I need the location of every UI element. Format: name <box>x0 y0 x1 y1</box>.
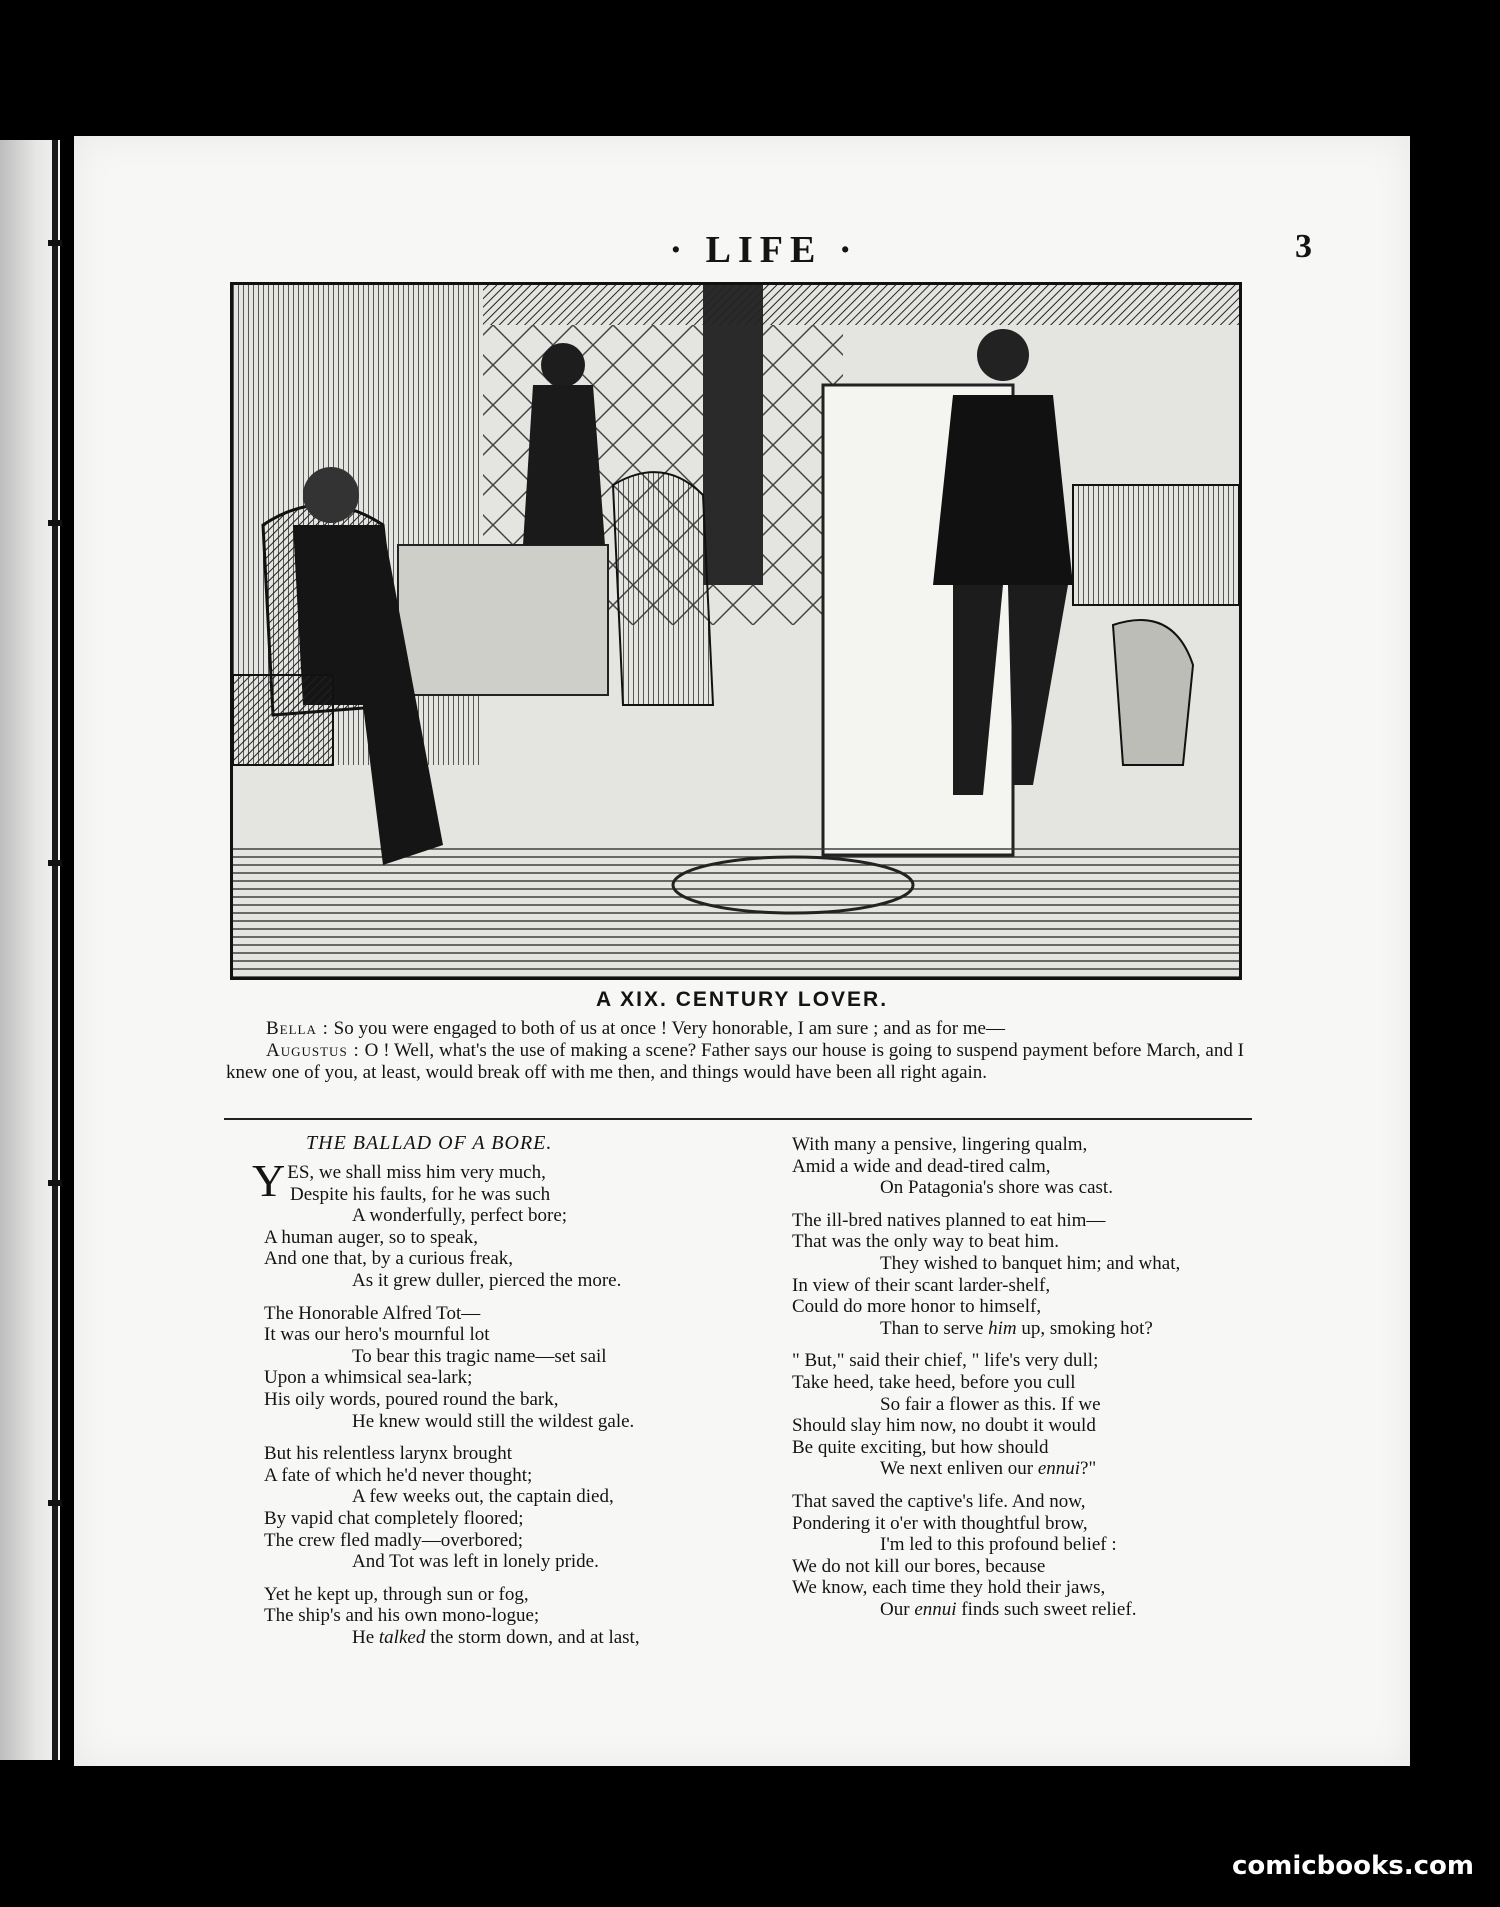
poem-line: A wonderfully, perfect bore; <box>352 1205 568 1227</box>
poem-line: Take heed, take heed, before you cull <box>792 1371 1076 1393</box>
facing-page-edge <box>0 140 60 1760</box>
poem-line: A human auger, so to speak, <box>264 1226 479 1248</box>
poem-line: By vapid chat completely floored; <box>264 1507 524 1529</box>
poem-line: On Patagonia's shore was cast. <box>880 1177 1113 1199</box>
italic-word: him <box>988 1317 1017 1339</box>
poem-line: His oily words, poured round the bark, <box>264 1388 559 1410</box>
binding-stitch <box>48 860 62 866</box>
poem-line-text: He <box>352 1626 375 1648</box>
italic-word: ennui <box>1037 1458 1081 1480</box>
page-number: 3 <box>1295 228 1312 265</box>
augustus-line: O ! Well, what's the use of making a scene? Father says our house is going to suspend payment before March, and I knew one of you, at least, would break off with me then, and things would have been all right again. <box>226 1040 1244 1083</box>
poem-line: We know, each time they hold their jaws, <box>792 1577 1106 1599</box>
poem-line: Pondering it o'er with thoughtful brow, <box>792 1512 1088 1534</box>
cartoon-illustration <box>230 282 1242 980</box>
binding-stitch <box>48 1180 62 1186</box>
poem-line: Upon a whimsical sea-lark; <box>264 1367 473 1389</box>
poem-column-left <box>252 1155 784 1659</box>
page-header <box>74 228 1410 288</box>
poem-line: I'm led to this profound belief : <box>880 1534 1117 1556</box>
poem-line: The ill-bred natives planned to eat him— <box>792 1209 1106 1231</box>
poem-line <box>792 1318 1352 1340</box>
drop-cap: Y <box>252 1155 286 1206</box>
poem-line: That was the only way to beat him. <box>792 1231 1059 1253</box>
poem-line: The Honorable Alfred Tot— <box>264 1302 481 1324</box>
poem-line: The ship's and his own mono-logue; <box>264 1605 540 1627</box>
dialogue-line <box>226 1018 1244 1040</box>
poem-line: Yet he kept up, through sun or fog, <box>264 1583 529 1605</box>
poem-title: THE BALLAD OF A BORE. <box>306 1132 553 1154</box>
poem-stanza <box>792 1134 1352 1199</box>
poem-stanza <box>792 1210 1352 1340</box>
poem-line-text: Than to serve <box>880 1317 984 1339</box>
poem-line: As it grew duller, pierced the more. <box>352 1269 622 1291</box>
poem-line-text: the storm down, and at last, <box>430 1626 640 1648</box>
poem-line: And Tot was left in lonely pride. <box>352 1551 599 1573</box>
poem-line: Despite his faults, for he was such <box>290 1183 551 1205</box>
poem-line: " But," said their chief, " life's very dull; <box>792 1350 1099 1372</box>
poem-stanza <box>792 1350 1352 1480</box>
section-divider <box>224 1118 1252 1120</box>
poem-line-text: finds such sweet relief. <box>961 1598 1137 1620</box>
poem-line-text: ?" <box>1080 1458 1097 1480</box>
binding-stitch <box>48 240 62 246</box>
italic-word: ennui <box>914 1598 957 1620</box>
poem-line: A few weeks out, the captain died, <box>352 1486 614 1508</box>
poem-stanza <box>252 1155 784 1292</box>
bella-line: So you were engaged to both of us at once ! Very honorable, I am sure ; and as for me— <box>333 1018 1005 1039</box>
poem-stanza <box>792 1491 1352 1621</box>
site-watermark: comicbooks.com <box>1231 1851 1474 1881</box>
poem-line: They wished to banquet him; and what, <box>880 1252 1181 1274</box>
masthead: · LIFE · <box>669 229 859 271</box>
poem-line: Be quite exciting, but how should <box>792 1436 1049 1458</box>
poem-stanza <box>264 1303 784 1433</box>
speaker-bella: Bella : <box>266 1018 329 1039</box>
poem-line-text: up, smoking hot? <box>1021 1317 1153 1339</box>
italic-word: talked <box>378 1626 426 1648</box>
poem-line <box>792 1599 1352 1621</box>
cartoon-title: A XIX. CENTURY LOVER. <box>595 988 889 1011</box>
poem-line <box>792 1458 1352 1480</box>
poem-stanza <box>264 1584 784 1649</box>
dialogue-line <box>226 1040 1244 1084</box>
poem-line-text: ES, we shall miss him very much, <box>287 1162 546 1183</box>
poem-line: The crew fled madly—overbored; <box>264 1529 524 1551</box>
binding-spine <box>52 140 58 1760</box>
magazine-page <box>74 136 1410 1766</box>
poem-line: That saved the captive's life. And now, <box>792 1490 1086 1512</box>
poem-line-text: Our <box>880 1598 910 1620</box>
poem-stanza <box>264 1443 784 1573</box>
poem-line: So fair a flower as this. If we <box>880 1393 1101 1415</box>
cartoon-dialogue <box>226 1018 1244 1084</box>
poem-line <box>264 1627 784 1649</box>
binding-stitch <box>48 520 62 526</box>
poem-line: Amid a wide and dead-tired calm, <box>792 1155 1051 1177</box>
poem-line: It was our hero's mournful lot <box>264 1324 490 1346</box>
poem-line: Should slay him now, no doubt it would <box>792 1415 1096 1437</box>
poem-line: But his relentless larynx brought <box>264 1443 513 1465</box>
poem-line: Could do more honor to himself, <box>792 1296 1042 1318</box>
poem-line: A fate of which he'd never thought; <box>264 1464 533 1486</box>
poem-line: With many a pensive, lingering qualm, <box>792 1134 1088 1155</box>
poem-line: And one that, by a curious freak, <box>264 1248 514 1270</box>
poem-line: He knew would still the wildest gale. <box>352 1410 635 1432</box>
speaker-augustus: Augustus : <box>266 1040 360 1061</box>
engraving-drawing <box>233 285 1239 977</box>
poem-line-text: We next enliven our <box>880 1458 1034 1480</box>
poem-line: To bear this tragic name—set sail <box>352 1345 607 1367</box>
poem-line: In view of their scant larder-shelf, <box>792 1274 1051 1296</box>
poem-column-right <box>792 1134 1352 1631</box>
poem-line: We do not kill our bores, because <box>792 1555 1046 1577</box>
binding-stitch <box>48 1500 62 1506</box>
